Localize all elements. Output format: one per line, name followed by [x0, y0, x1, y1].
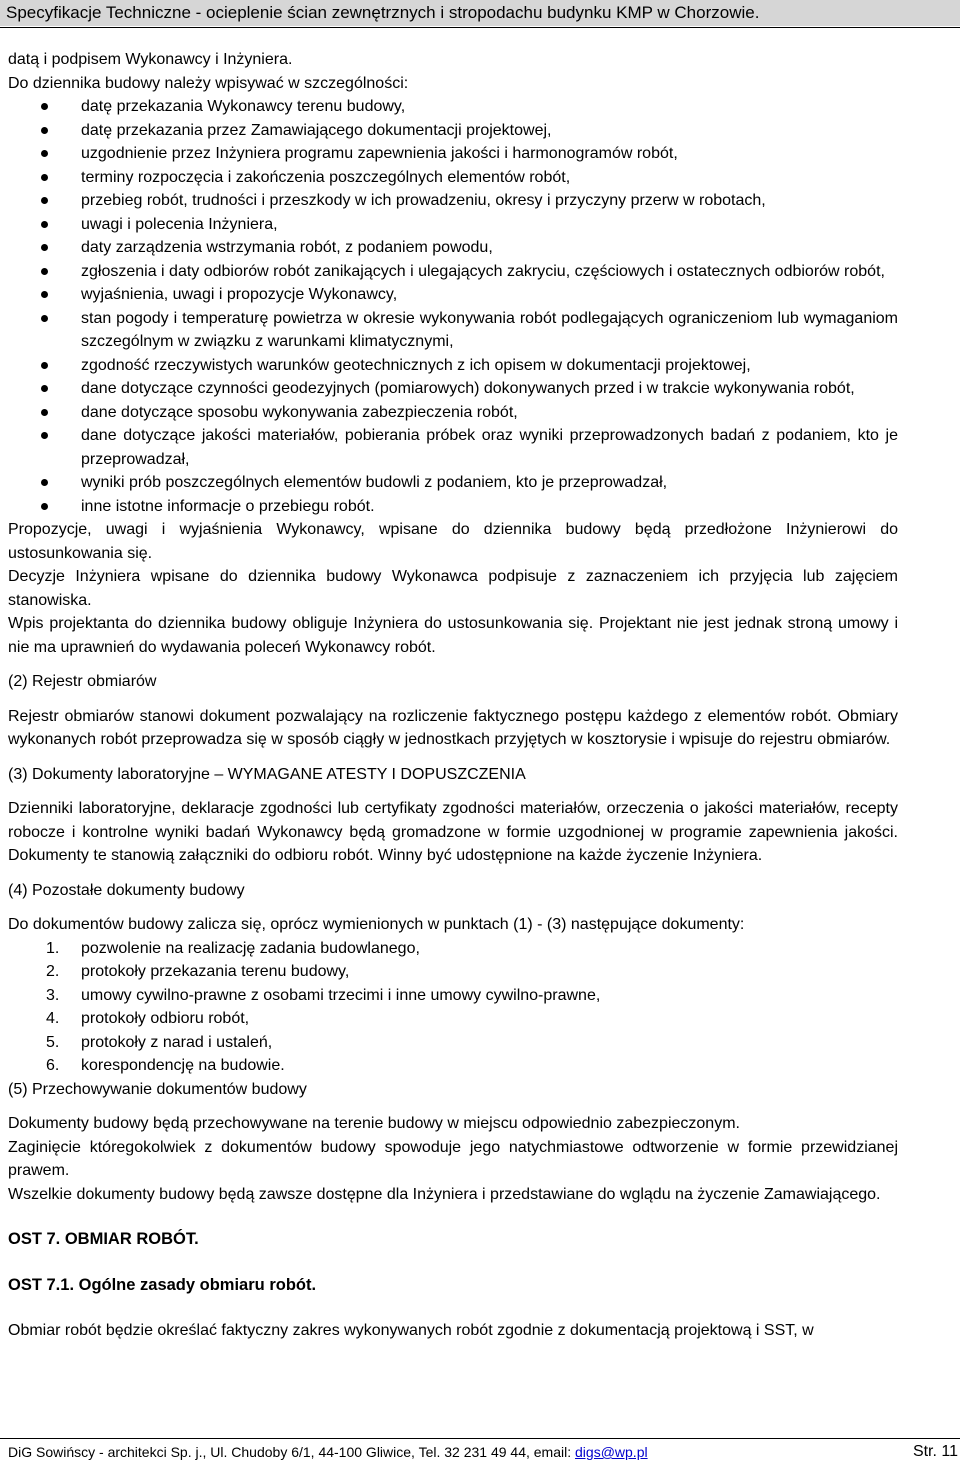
list-item: daty zarządzenia wstrzymania robót, z podaniem powodu,: [8, 236, 898, 260]
paragraph: Obmiar robót będzie określać faktyczny zakres wykonywanych robót zgodnie z dokumentacją projektową i SST, w: [8, 1322, 814, 1339]
list-item: [8, 1054, 898, 1078]
list-item: terminy rozpoczęcia i zakończenia poszczególnych elementów robót,: [8, 166, 898, 190]
list-item: zgodność rzeczywistych warunków geotechnicznych z ich opisem w dokumentacji projektowej,: [8, 354, 898, 378]
list-item: datę przekazania Wykonawcy terenu budowy,: [8, 95, 898, 119]
paragraph: Rejestr obmiarów stanowi dokument pozwalający na rozliczenie faktycznego postępu każdego z elementów robót. Obmiary wykonanych robót przeprowadza się w sposób ciągły w jednostkach przyjętych w kosztorysie i wpisuje do rejestru obmiarów.: [8, 707, 898, 748]
list-item: stan pogody i temperaturę powietrza w okresie wykonywania robót podlegających ograniczeniom lub wymaganiom szczególnym w związku z warunkami klimatycznymi,: [8, 307, 898, 354]
email-link[interactable]: digs@wp.pl: [575, 1444, 648, 1460]
diary-entries-list: [8, 95, 898, 518]
document-header: [0, 0, 960, 26]
list-number: 2.: [46, 963, 60, 980]
paragraph: Wpis projektanta do dziennika budowy obliguje Inżyniera do ustosunkowania się. Projektant nie jest jednak stroną umowy i nie ma uprawnień do wydawania poleceń Wykonawcy robót.: [8, 615, 898, 656]
paragraph: Dzienniki laboratoryjne, deklaracje zgodności lub certyfikaty zgodności materiałów, orzeczenia o jakości materiałów, recepty robocze i kontrolne wyniki badań Wykonawcy będą gromadzone w formie uzgodnionej w programie zapewnienia jakości. Dokumenty te stanowią załączniki do odbioru robót. Winny być udostępnione na każde życzenie Inżyniera.: [8, 800, 898, 864]
list-item: zgłoszenia i daty odbiorów robót zanikających i ulegających zakryciu, częściowych i ostatecznych odbiorów robót,: [8, 260, 898, 284]
list-text: protokoły z narad i ustaleń,: [81, 1033, 273, 1051]
paragraph: Decyzje Inżyniera wpisane do dziennika budowy Wykonawca podpisuje z zaznaczeniem ich przyjęcia lub zajęciem stanowiska.: [8, 568, 898, 609]
list-item: dane dotyczące sposobu wykonywania zabezpieczenia robót,: [8, 401, 898, 425]
list-item: dane dotyczące czynności geodezyjnych (pomiarowych) dokonywanych przed i w trakcie wykonywania robót,: [8, 377, 898, 401]
list-item: datę przekazania przez Zamawiającego dokumentacji projektowej,: [8, 119, 898, 143]
page-number: Str. 11: [912, 1443, 958, 1460]
document-title: Specyfikacje Techniczne - ocieplenie ścian zewnętrznych i stropodachu budynku KMP w Chorzowie.: [6, 3, 760, 22]
list-text: protokoły przekazania terenu budowy,: [81, 963, 350, 980]
paragraph: Wszelkie dokumenty budowy będą zawsze dostępne dla Inżyniera i przedstawiane do wglądu na życzenie Zamawiającego.: [8, 1185, 881, 1203]
list-text: protokoły odbioru robót,: [81, 1010, 250, 1027]
section-heading: (5) Przechowywanie dokumentów budowy: [8, 1080, 307, 1098]
list-item: [8, 937, 898, 961]
list-text: korespondencję na budowie.: [81, 1057, 285, 1074]
paragraph: Do dziennika budowy należy wpisywać w szczególności:: [8, 74, 409, 92]
other-documents-list: [8, 937, 898, 1078]
section-heading: (2) Rejestr obmiarów: [8, 673, 157, 690]
list-text: umowy cywilno-prawne z osobami trzecimi i inne umowy cywilno-prawne,: [81, 986, 601, 1004]
list-item: [8, 1007, 898, 1031]
list-number: 6.: [46, 1057, 60, 1074]
list-item: [8, 1031, 898, 1055]
section-heading: (4) Pozostałe dokumenty budowy: [8, 881, 245, 899]
list-item: uwagi i polecenia Inżyniera,: [8, 213, 898, 237]
paragraph: Dokumenty budowy będą przechowywane na terenie budowy w miejscu odpowiednio zabezpieczonym.: [8, 1115, 740, 1132]
paragraph: Zaginięcie któregokolwiek z dokumentów budowy spowoduje jego natychmiastowe odtworzenie w formie przewidzianej prawem.: [8, 1138, 898, 1179]
paragraph: Propozycje, uwagi i wyjaśnienia Wykonawcy, wpisane do dziennika budowy będą przedłożone Inżynierowi do ustosunkowania się.: [8, 521, 898, 562]
list-number: 5.: [46, 1033, 60, 1051]
list-item: wyniki prób poszczególnych elementów budowli z podaniem, kto je przeprowadzał,: [8, 471, 898, 495]
document-footer: [8, 1442, 958, 1462]
list-number: 3.: [46, 986, 60, 1004]
subchapter-heading: OST 7.1. Ogólne zasady obmiaru robót.: [8, 1275, 317, 1294]
list-number: 1.: [46, 939, 60, 957]
list-item: [8, 960, 898, 984]
list-item: przebieg robót, trudności i przeszkody w ich prowadzeniu, okresy i przyczyny przerw w robotach,: [8, 189, 898, 213]
paragraph: Do dokumentów budowy zalicza się, oprócz wymienionych w punktach (1) - (3) następujące dokumenty:: [8, 916, 745, 933]
paragraph: datą i podpisem Wykonawcy i Inżyniera.: [8, 51, 293, 68]
section-heading: (3) Dokumenty laboratoryjne – WYMAGANE ATESTY I DOPUSZCZENIA: [8, 765, 526, 783]
footer-divider: [0, 1438, 960, 1439]
document-body: [8, 48, 898, 1343]
list-item: uzgodnienie przez Inżyniera programu zapewnienia jakości i harmonogramów robót,: [8, 142, 898, 166]
list-item: inne istotne informacje o przebiegu robót.: [8, 495, 898, 519]
list-item: wyjaśnienia, uwagi i propozycje Wykonawcy,: [8, 283, 898, 307]
footer-address: DiG Sowińscy - architekci Sp. j., Ul. Chudoby 6/1, 44-100 Gliwice, Tel. 32 231 49 44, email:: [8, 1444, 576, 1460]
list-item: dane dotyczące jakości materiałów, pobierania próbek oraz wyniki przeprowadzonych badań z podaniem, kto je przeprowadzał,: [8, 424, 898, 471]
list-number: 4.: [46, 1010, 60, 1027]
header-divider: [0, 27, 960, 28]
list-item: [8, 984, 898, 1008]
list-text: pozwolenie na realizację zadania budowlanego,: [81, 939, 420, 957]
chapter-heading: OST 7. OBMIAR ROBÓT.: [8, 1230, 199, 1248]
